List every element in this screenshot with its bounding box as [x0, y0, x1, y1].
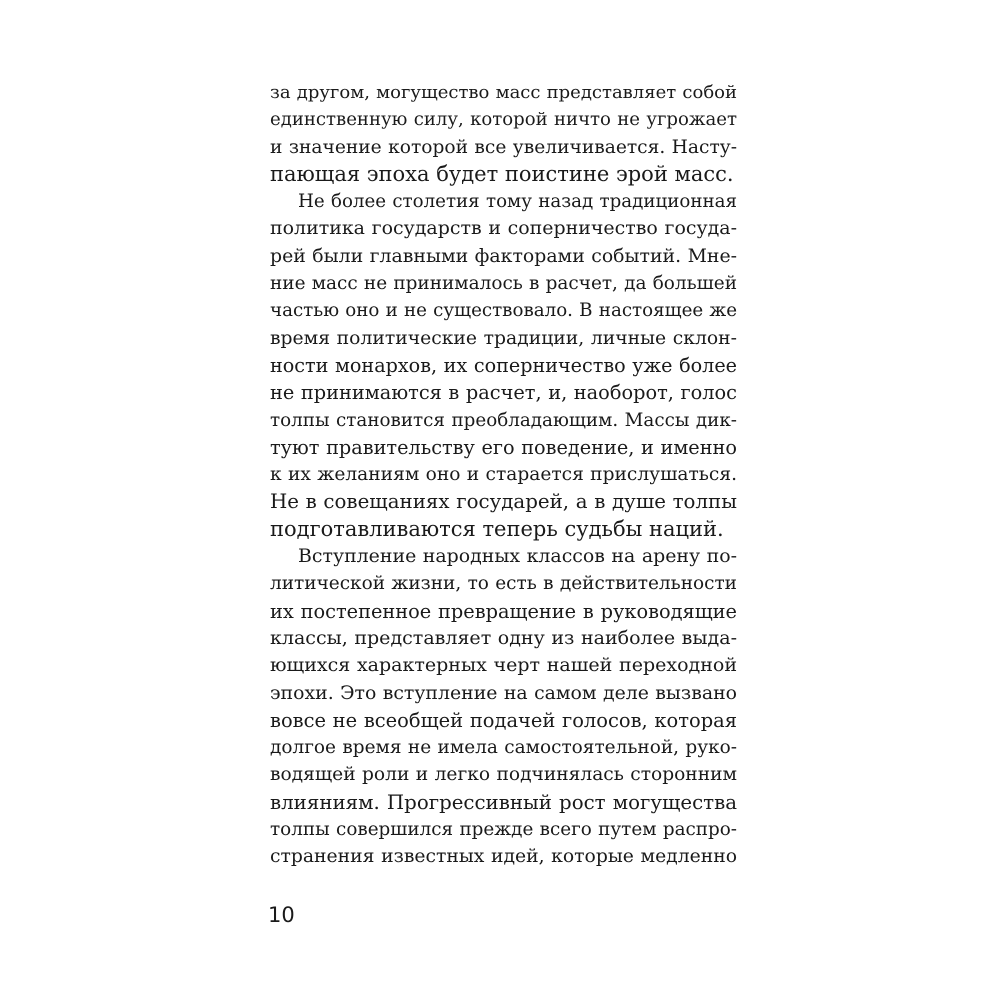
text-line: вовсе не всеобщей подачей голосов, которая — [270, 708, 737, 732]
text-line: Не более столетия тому назад традиционная — [298, 191, 737, 213]
text-line: водящей роли и легко подчинялась сторонним — [270, 764, 737, 786]
text-line: политика государств и соперничество госуда- — [270, 217, 737, 240]
text-line: Не в совещаниях государей, а в душе толпы — [270, 490, 737, 514]
text-line: пающая эпоха будет поистине эрой масс. — [270, 161, 734, 186]
text-line: Вступление народных классов на арену по- — [298, 545, 737, 568]
text-line: долгое время не имела самостоятельной, руко- — [270, 737, 737, 759]
text-line: и значение которой все увеличивается. Насту- — [270, 136, 737, 158]
text-line: время политические традиции, личные склон- — [270, 327, 737, 349]
text-line: классы, представляет одну из наиболее выда- — [270, 626, 737, 649]
text-line: за другом, могущество масс представляет собой — [270, 82, 737, 103]
text-line: ние масс не принималось в расчет, да большей — [270, 273, 737, 295]
text-line: их постепенное превращение в руководящие — [270, 599, 737, 623]
text-line: толпы становится преобладающим. Массы дик- — [270, 409, 737, 431]
text-line: частью оно и не существовало. В настоящее же — [270, 300, 737, 322]
text-line: к их желаниям оно и старается прислушаться. — [270, 464, 737, 486]
text-line: эпохи. Это вступление на самом деле вызвано — [270, 681, 737, 704]
page-number: 10 — [268, 903, 295, 927]
text-line: туют правительству его поведение, и именно — [270, 435, 737, 459]
text-line: ющихся характерных черт нашей переходной — [270, 654, 737, 677]
text-line: толпы совершился прежде всего путем распро- — [270, 819, 737, 841]
text-line: ности монархов, их соперничество уже более — [270, 353, 737, 377]
text-line: странения известных идей, которые медленно — [270, 846, 737, 868]
text-line: единственную силу, которой ничто не угрожает — [270, 109, 737, 131]
text-line: не принимаются в расчет, и, наоборот, голос — [270, 381, 737, 405]
text-line: влияниям. Прогрессивный рост могущества — [270, 790, 737, 814]
body-text — [270, 79, 737, 871]
text-line: рей были главными факторами событий. Мне- — [270, 244, 737, 267]
text-line: литической жизни, то есть в действительности — [270, 573, 737, 595]
text-line: подготавливаются теперь судьбы наций. — [270, 516, 724, 541]
